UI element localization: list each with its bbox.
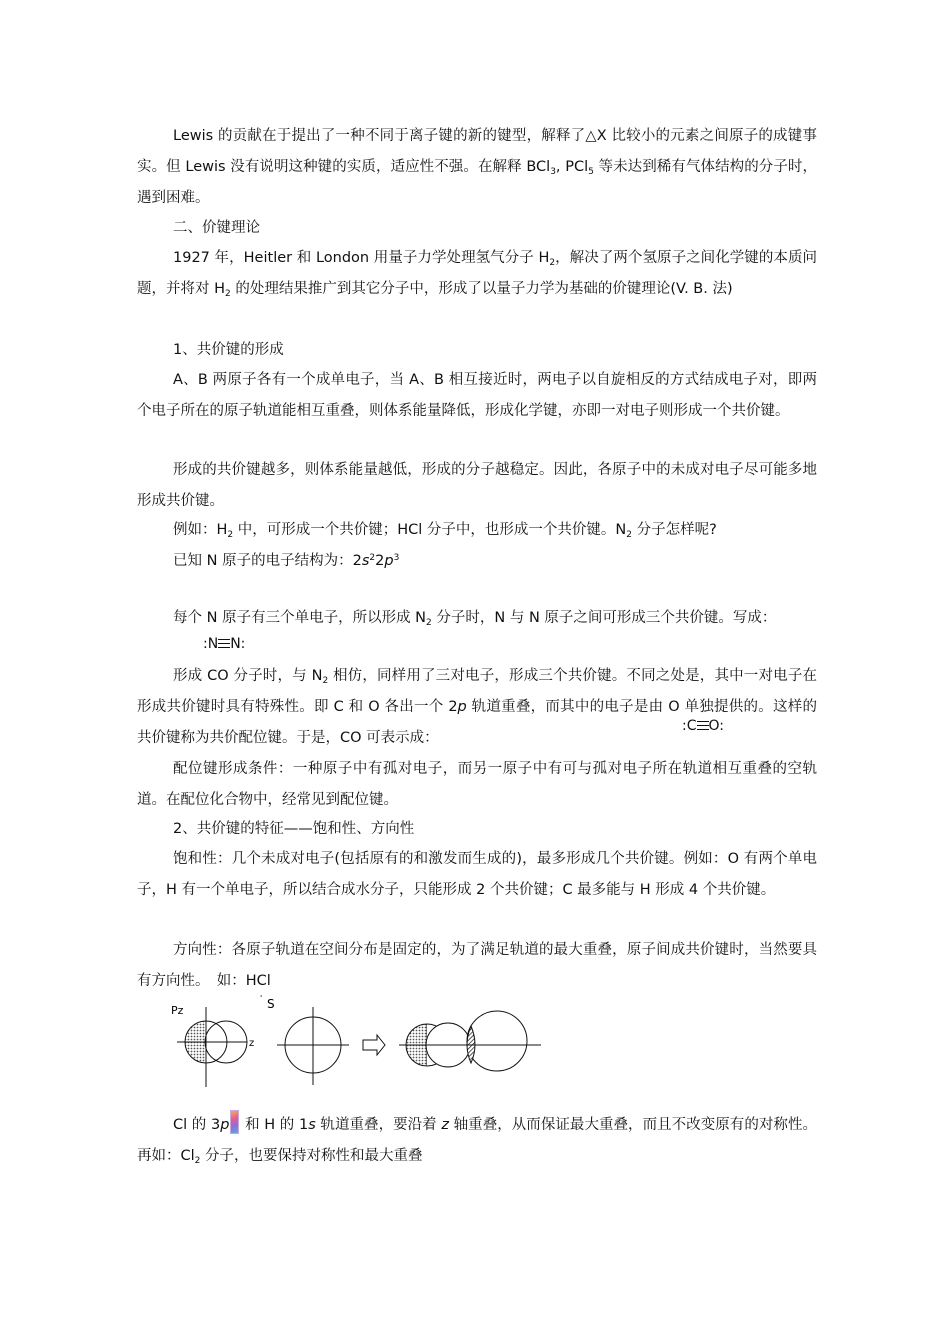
overlap-s-orbital: [467, 1011, 527, 1071]
heading-covalent-bond-formation: 1、共价键的形成: [173, 342, 284, 358]
heading-valence-bond-theory: 二、价键理论: [173, 220, 260, 236]
s-label: S: [267, 997, 275, 1011]
paragraph-lewis: Lewis 的贡献在于提出了一种不同于离子键的新的键型，解释了△X 比较小的元素之间原子的成键事实。但 Lewis 没有说明这种键的实质，适应性不强。在解释 BCl$_3$, PCl$_5$ 等未达到稀有气体结构的分子时，遇到困难。: [137, 128, 818, 206]
orbital-overlap-diagram: [163, 993, 553, 1093]
paragraph-example-h2: 例如：$H_2$ 中，可形成一个共价键；HCl 分子中，也形成一个共价键。$N_2$ 分子怎样呢?: [173, 522, 717, 540]
paragraph-cl-h-overlap: Cl 的 3p 和 H 的 1s 轨道重叠，要沿着 z 轴重叠，从而保证最大重叠，而且不改变原有的对称性。再如：$Cl_2$ 分子，也要保持对称性和最大重叠: [137, 1110, 817, 1172]
n2-structural-formula: :N N:: [203, 636, 246, 652]
hollow-arrow-icon: [363, 1035, 385, 1055]
paragraph-electron-pair: A、B 两原子各有一个成单电子，当 A、B 相互接近时，两电子以自旋相反的方式结成电子对，即两个电子所在的原子轨道能相互重叠，则体系能量降低，形成化学键，亦即一对电子则形成一个共价键。: [137, 372, 817, 419]
paragraph-co-coordinate-bond: 形成 CO 分子时，与 $N_2$ 相仿，同样用了三对电子，形成三个共价键。不同之处是，其中一对电子在形成共价键时具有特殊性。即 C 和 O 各出一个 2p 轨道重叠，而其中的电子是由 O 单独提供的。这样的共价键称为共价配位键。于是，CO 可表示成：: [137, 668, 818, 746]
s-label-tick: ': [260, 994, 263, 1003]
z-axis-label: z: [249, 1038, 255, 1049]
pz-label: Pz: [171, 1004, 184, 1017]
paragraph-more-bonds: 形成的共价键越多，则体系能量越低，形成的分子越稳定。因此，各原子中的未成对电子尽可能多地形成共价键。: [137, 462, 817, 509]
co-structural-formula: :C O:: [682, 718, 724, 734]
paragraph-directionality: 方向性：各原子轨道在空间分布是固定的，为了满足轨道的最大重叠，原子间成共价键时，当然要具有方向性。 如：HCl: [137, 942, 817, 989]
embedded-object-icon: [230, 1110, 239, 1134]
paragraph-n2-triple-bond: 每个 N 原子有三个单电子，所以形成 $N_2$ 分子时，N 与 N 原子之间可形成三个共价键。写成：: [173, 610, 777, 628]
heading-bond-characteristics: 2、共价键的特征——饱和性、方向性: [173, 821, 415, 837]
paragraph-saturation: 饱和性：几个未成对电子(包括原有的和激发而生成的)，最多形成几个共价键。例如：O 有两个单电子，H 有一个单电子，所以结合成水分子，只能形成 2 个共价键；C 最多能与 H 形成 4 个共价键。: [137, 851, 817, 898]
paragraph-n-electron-config: 已知 N 原子的电子结构为：$2s^22p^3$: [173, 553, 400, 569]
paragraph-coordinate-bond-condition: 配位键形成条件：一种原子中有孤对电子，而另一原子中有可与孤对电子所在轨道相互重叠的空轨道。在配位化合物中，经常见到配位键。: [137, 761, 817, 808]
paragraph-heitler-london: 1927 年，Heitler 和 London 用量子力学处理氢气分子 $H_2$，解决了两个氢原子之间化学键的本质问题，并将对 $H_2$ 的处理结果推广到其它分子中，形成了以量子力学为基础的价键理论(V. B. 法): [137, 250, 818, 299]
